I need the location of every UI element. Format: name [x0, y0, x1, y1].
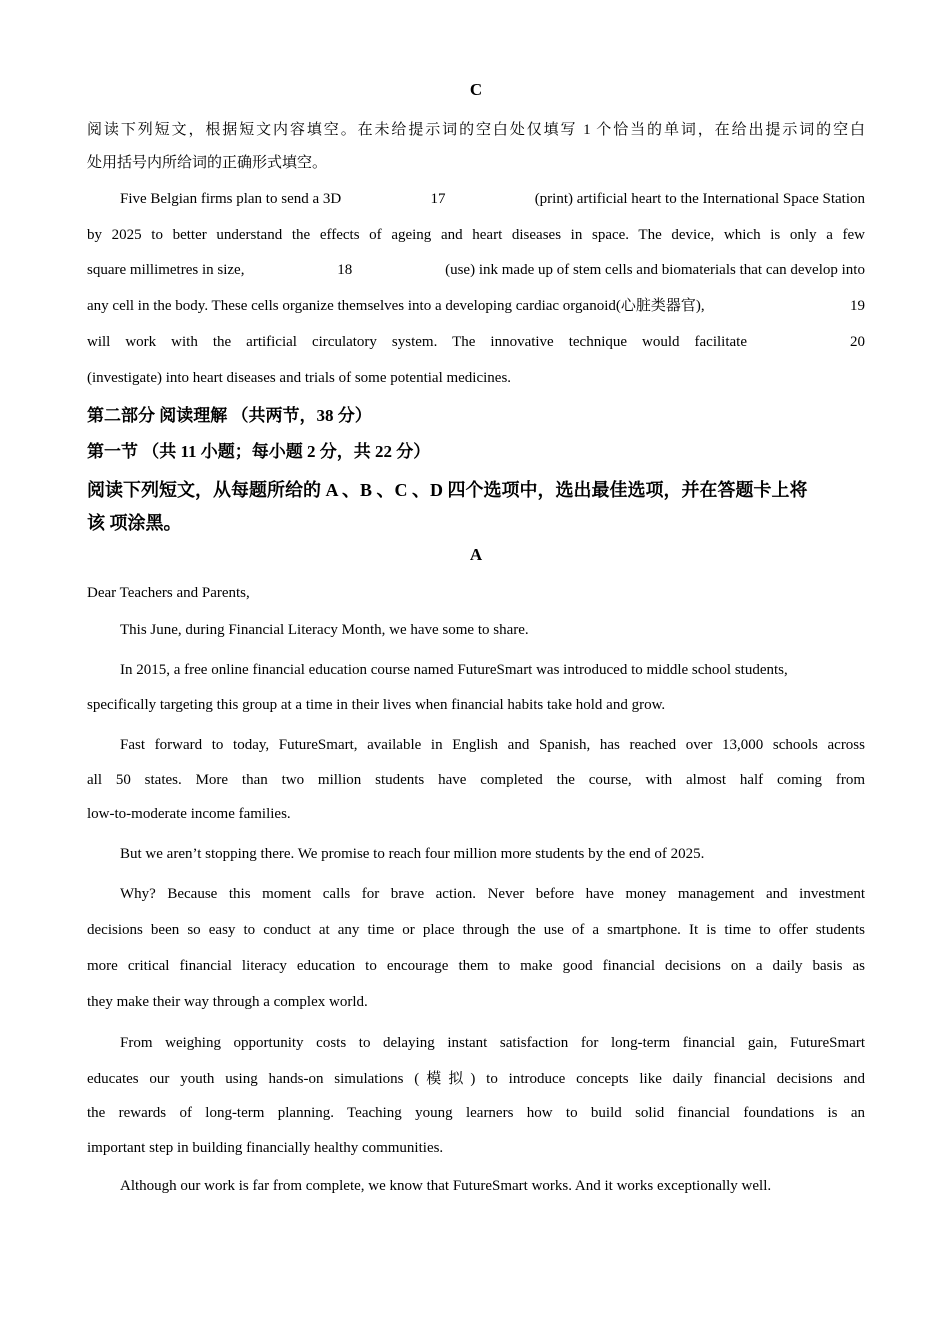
part-two-instructions-line1: 阅读下列短文，从每题所给的 A 、B 、C 、D 四个选项中，选出最佳选项，并在答题卡上将	[87, 480, 808, 500]
part-two-instructions-line2: 该 项涂黑。	[87, 513, 182, 533]
letter-greeting: Dear Teachers and Parents,	[87, 585, 250, 601]
blank-17: 17	[430, 191, 446, 207]
section-c-instructions-line2: 处用括号内所给词的正确形式填空。	[87, 155, 328, 171]
paragraph-2-line2: specifically targeting this group at a time in their lives when financial habits take hold and grow.	[87, 697, 666, 713]
paragraph-4: But we aren’t stopping there. We promise to reach four million more students by the end of 2025.	[120, 846, 705, 862]
paragraph-5-line2: decisions been so easy to conduct at any time or place through the use of a smartphone. It is time to offer students	[87, 922, 865, 938]
passage-c-line2: by 2025 to better understand the effects of ageing and heart diseases in space. The device, which is only a few	[87, 227, 865, 243]
paragraph-6-line2: educates our youth using hands-on simulations (模拟) to introduce concepts like daily financial decisions and	[87, 1071, 865, 1087]
passage-c-line1: Five Belgian firms plan to send a 3D 17 (print) artificial heart to the International Space Station	[87, 181, 865, 217]
paragraph-5-line4: they make their way through a complex world.	[87, 994, 368, 1010]
paragraph-6-line4: important step in building financially healthy communities.	[87, 1140, 444, 1156]
paragraph-3-line1: Fast forward to today, FutureSmart, available in English and Spanish, has reached over 13,000 schools across	[120, 737, 865, 753]
section-a-label: A	[469, 545, 483, 564]
passage-c-line5: will work with the artificial circulatory system. The innovative technique would facilitate 20	[87, 324, 865, 360]
passage-c-line6: (investigate) into heart diseases and trials of some potential medicines.	[87, 370, 512, 386]
blank-19: 19	[850, 298, 865, 314]
paragraph-1: This June, during Financial Literacy Month, we have some to share.	[120, 622, 529, 638]
passage-c-line4: any cell in the body. These cells organize themselves into a developing cardiac organoid(心脏类器官), 19	[87, 288, 865, 324]
section-c-instructions-line1: 阅读下列短文，根据短文内容填空。在未给提示词的空白处仅填写 1 个恰当的单词，在给出提示词的空白	[87, 122, 865, 138]
paragraph-6-line1: From weighing opportunity costs to delaying instant satisfaction for long-term financial gain, FutureSmart	[120, 1035, 865, 1051]
paragraph-7: Although our work is far from complete, we know that FutureSmart works. And it works exceptionally well.	[120, 1178, 772, 1194]
paragraph-6-line3: the rewards of long-term planning. Teaching young learners how to build solid financial foundations is an	[87, 1105, 865, 1121]
section-one-title: 第一节 （共 11 小题；每小题 2 分，共 22 分）	[87, 442, 431, 461]
paragraph-3-line3: low-to-moderate income families.	[87, 806, 291, 822]
paragraph-5-line3: more critical financial literacy education to encourage them to make good financial decisions on a daily basis as	[87, 958, 865, 974]
paragraph-3-line2: all 50 states. More than two million students have completed the course, with almost half coming from	[87, 772, 865, 788]
blank-18: 18	[337, 262, 353, 278]
blank-20: 20	[850, 334, 865, 350]
paragraph-2-line1: In 2015, a free online financial education course named FutureSmart was introduced to middle school students,	[120, 662, 788, 678]
passage-c-line3: square millimetres in size, 18 (use) ink made up of stem cells and biomaterials that can develop into	[87, 252, 865, 288]
part-two-title: 第二部分 阅读理解 （共两节，38 分）	[87, 406, 372, 425]
section-c-label: C	[469, 80, 483, 99]
paragraph-5-line1: Why? Because this moment calls for brave action. Never before have money management and investment	[120, 886, 865, 902]
